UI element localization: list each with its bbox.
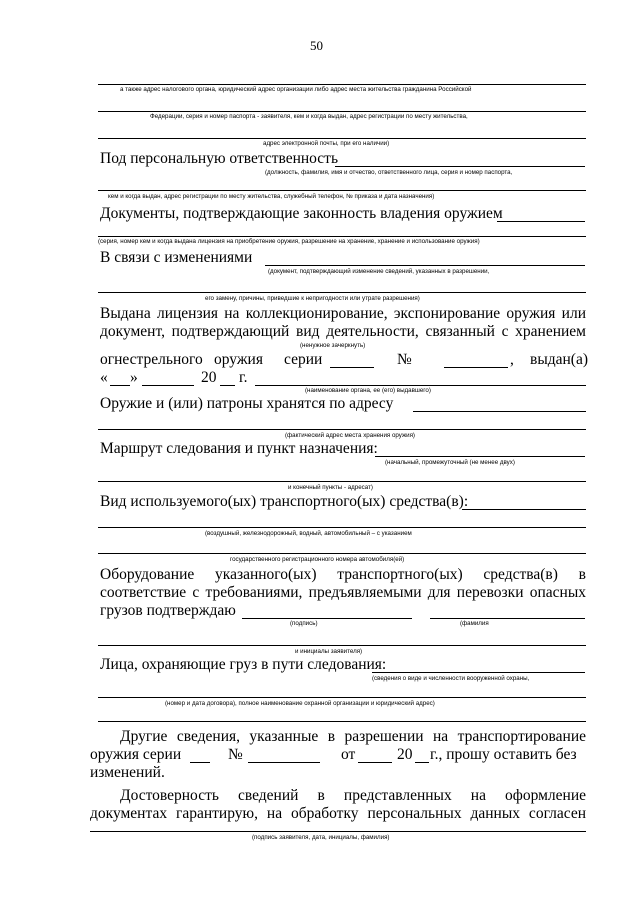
year-field[interactable] [415,762,429,763]
page-number: 50 [310,38,323,53]
caption: государственного регистрационного номера автомобиля(ей) [230,556,405,563]
text: выдан(а) [530,351,588,368]
vehicle-field[interactable] [462,509,586,510]
changes-field[interactable] [265,265,585,266]
text: 20 [201,369,217,386]
storage-field[interactable] [413,411,586,412]
field-line[interactable] [98,190,586,191]
signature-field[interactable] [242,618,412,619]
field-line[interactable] [98,429,586,430]
text: 20 [397,746,413,763]
text: № [228,746,243,763]
caption: и инициалы заявителя) [295,648,363,655]
responsibility-field[interactable] [335,166,585,167]
field-line[interactable] [98,645,586,646]
caption: (фактический адрес места хранения оружия) [285,432,415,439]
caption: (должность, фамилия, имя и отчество, ответственного лица, серия и номер паспорта, [265,169,513,176]
other-info-line1: Другие сведения, указанные в разрешении на транспортирование [120,728,586,745]
equipment-text-line3: грузов подтверждаю [100,602,236,619]
caption: (наименование органа, ее (его) выдавшего) [305,387,431,394]
storage-label: Оружие и (или) патроны хранятся по адресу [100,395,394,412]
equipment-text-line2: соответствие с требованиями, предъявляемыми для перевозки опасных [100,584,586,601]
caption: (подпись) [290,620,318,627]
field-line[interactable] [98,481,586,482]
surname-field[interactable] [430,618,585,619]
caption: (воздушный, железнодорожный, водный, автомобильный – с указанием [205,530,412,537]
caption: адрес электронной почты, при его наличии) [263,140,390,147]
field-line[interactable] [98,236,586,237]
verify-line2: документах гарантирую, на обработку персональных данных согласен [90,805,586,822]
license-text-line1: Выдана лицензия на коллекционирование, экспонирование оружия или [100,305,586,322]
caption: (фамилия [460,620,489,627]
caption: и конечный пункты - адресат) [288,484,373,491]
series-field[interactable] [190,762,210,763]
month-field[interactable] [142,385,194,386]
text: г., прошу оставить без [430,746,577,763]
guard-field[interactable] [372,672,585,673]
field-line[interactable] [98,84,586,85]
field-line[interactable] [98,292,586,293]
number-field[interactable] [248,762,320,763]
date-field[interactable] [358,762,392,763]
caption: (номер и дата договора), полное наименование охранной организации и юридический адрес) [165,700,435,707]
caption: Федерации, серия и номер паспорта - заявителя, кем и когда выдан, адрес регистрации по месту жительства, [150,113,468,120]
field-line[interactable] [98,697,586,698]
text: № [397,351,412,368]
text: г. [239,369,248,386]
field-line[interactable] [98,111,586,112]
day-field[interactable] [110,385,130,386]
route-label: Маршрут следования и пункт назначения: [100,440,378,457]
other-info-line3: изменений. [90,764,165,781]
caption: (серия, номер кем и когда выдана лицензия на приобретение оружия, разрешение на хранение, хранение и использование оружия) [98,238,480,245]
text: » [130,369,138,386]
documents-label: Документы, подтверждающие законность владения оружием [100,205,503,222]
caption: его замену, причины, приведшие к непригодности или утрате разрешения) [205,295,420,302]
text: оружия серии [90,746,182,763]
responsibility-label: Под персональную ответственность [100,150,339,167]
field-line[interactable] [98,138,586,139]
text: серии [284,351,323,368]
applicant-signature-field[interactable] [90,831,586,832]
license-text-line2: документ, подтверждающий вид деятельности, связанный с хранением [100,323,586,340]
caption: (сведения о виде и численности вооруженной охраны, [372,675,530,682]
field-line[interactable] [98,553,586,554]
vehicle-label: Вид используемого(ых) транспортного(ых) средства(в): [100,493,469,510]
number-field[interactable] [444,367,508,368]
verify-line1: Достоверность сведений в представленных на оформление [120,787,586,804]
changes-label: В связи с изменениями [100,249,253,266]
text: « [100,369,108,386]
caption: а также адрес налогового органа, юридический адрес организации либо адрес места жительства гражданина Российской [120,86,472,93]
route-field[interactable] [375,456,585,457]
text: оружия [214,351,263,368]
caption: (ненужное зачеркнуть) [300,342,366,349]
issuer-field[interactable] [255,385,586,386]
equipment-text-line1: Оборудование указанного(ых) транспортного(ых) средства(в) в [100,566,586,583]
caption: (документ, подтверждающий изменение сведений, указанных в разрешении, [268,268,490,275]
text: , [510,351,514,368]
text: от [341,746,356,763]
caption: (начальный, промежуточный (не менее двух) [385,459,515,466]
guard-label: Лица, охраняющие груз в пути следования: [100,656,387,673]
year-field[interactable] [220,385,235,386]
documents-field[interactable] [497,221,585,222]
field-line[interactable] [98,527,586,528]
text: огнестрельного [100,351,203,368]
field-line[interactable] [98,721,586,722]
series-field[interactable] [330,367,374,368]
caption: (подпись заявителя, дата, инициалы, фамилия) [252,834,390,841]
caption: кем и когда выдан, адрес регистрации по месту жительства, служебный телефон, № приказа и дата назначения) [108,193,435,200]
